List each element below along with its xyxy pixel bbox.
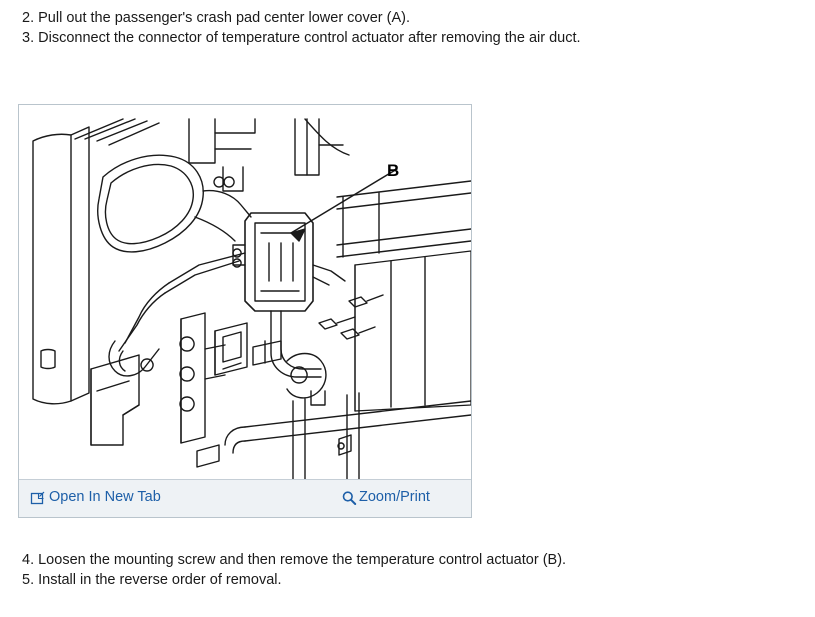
figure-toolbar <box>19 479 471 517</box>
technical-illustration <box>19 105 471 479</box>
instruction-step: 5. Install in the reverse order of removal. <box>22 572 282 588</box>
magnifier-icon <box>341 490 357 506</box>
callout-label-b: B <box>387 161 400 180</box>
instruction-step: 4. Loosen the mounting screw and then remove the temperature control actuator (B). <box>22 552 567 568</box>
figure-panel <box>18 104 472 518</box>
instruction-step: 3. Disconnect the connector of temperature control actuator after removing the air duct. <box>22 30 581 46</box>
instruction-step: 2. Pull out the passenger's crash pad center lower cover (A). <box>22 10 411 26</box>
zoom-print-link[interactable]: Zoom/Print <box>359 489 430 505</box>
open-in-new-tab-link[interactable]: Open In New Tab <box>49 489 161 505</box>
illustration-linework <box>19 105 471 479</box>
open-in-new-tab-icon <box>30 490 46 506</box>
instruction-steps-top <box>0 8 581 48</box>
instruction-steps-bottom <box>0 550 566 590</box>
